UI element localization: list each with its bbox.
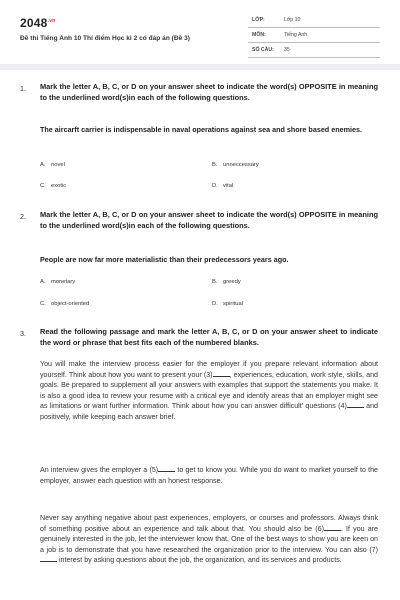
option-letter: D. (212, 301, 218, 307)
option-letter: C. (40, 301, 46, 307)
option-text: vital (223, 183, 234, 189)
option-letter: A. (40, 279, 46, 285)
question-number: 1. (20, 84, 26, 93)
passage-paragraph-2: An interview gives the employer a (5) to get to know you. While you do want to market yourself to the employer, answer each question with an honest response. (40, 466, 378, 485)
question-stem: People are now far more materialistic than their predecessors years ago. (40, 255, 289, 264)
question-instruction: Mark the letter A, B, C, or D on your answer sheet to indicate the word(s) OPPOSITE in meaning to the underlined word(s)in each of the following questions. (40, 82, 378, 102)
option-letter: B. (212, 279, 218, 285)
option-d[interactable] (212, 183, 233, 189)
question-instruction: Mark the letter A, B, C, or D on your answer sheet to indicate the word(s) OPPOSITE in meaning to the underlined word(s)in each of the following questions. (40, 210, 378, 230)
meta-key: LỚP: (252, 17, 265, 23)
meta-row-count (248, 44, 380, 58)
site-logo[interactable]: $2048^{.vn}$ (20, 16, 56, 30)
option-a[interactable] (40, 162, 65, 168)
option-a[interactable] (40, 279, 75, 285)
option-letter: D. (212, 183, 218, 189)
option-text: monetary (51, 279, 76, 285)
option-text: spiritual (223, 301, 243, 307)
option-text: novel (51, 162, 65, 168)
meta-value: Tiếng Anh (284, 32, 308, 38)
option-text: greedy (223, 279, 241, 285)
meta-key: SỐ CÂU: (252, 47, 274, 53)
option-b[interactable] (212, 279, 241, 285)
question-number: 3. (20, 329, 26, 338)
answer-blank-6[interactable] (324, 524, 341, 531)
answer-blank-3[interactable] (213, 370, 230, 377)
option-c[interactable] (40, 301, 89, 307)
passage-paragraph-3: Never say anything negative about past experiences, employers, or courses and professors. Always think of something positive about an experience and talk about that. You should also be (6) . If you are genuinely interested in the job, let the interviewer know that. One of the best ways to show you are keen on a job is to demonstrate that you have researched the organization prior to the interview. You can also (7) interest by asking questions about the job, the organization, and its services and products. (40, 514, 378, 565)
option-text: unneccessary (223, 162, 259, 168)
question-number: 2. (20, 212, 26, 221)
option-b[interactable] (212, 162, 259, 168)
option-letter: A. (40, 162, 46, 168)
exam-title: Đề thi Tiếng Anh 10 Thí điểm Học kì 2 có đáp án (Đề 3) (20, 35, 191, 42)
question-stem: The aircarft carrier is indispensable in naval operations against sea and shore based enemies. (40, 125, 362, 134)
option-letter: B. (212, 162, 218, 168)
meta-value: Lớp 10 (284, 17, 301, 23)
passage-paragraph-1: You will make the interview process easier for the employer if you prepare relevant information about yourself. Think about how you want to present your (3) , experiences, education, work style, skills, and goals. Be prepared to supplement all your answers with examples that support the statements you make. It is also a good idea to review your resume with a critical eye and identify areas that an employer might see as limitations or want further information. Think about how you can answer difficult' questions (4) and positively, while keeping each answer brief. (40, 360, 379, 421)
page-header (0, 0, 400, 64)
header-divider (0, 64, 400, 70)
meta-row-subject (248, 29, 380, 43)
option-c[interactable] (40, 183, 66, 189)
option-text: exotic (51, 183, 67, 189)
answer-blank-7[interactable] (40, 555, 57, 562)
meta-value: 35 (284, 47, 290, 53)
answer-blank-4[interactable] (347, 401, 364, 408)
option-letter: C. (40, 183, 46, 189)
option-d[interactable] (212, 301, 243, 307)
meta-key: MÔN: (252, 32, 266, 38)
meta-row-class (248, 14, 380, 28)
option-text: object-oriented (51, 301, 90, 307)
question-instruction: Read the following passage and mark the letter A, B, C, or D on your answer sheet to indicate the word or phrase that best fits each of the numbered blanks. (40, 327, 378, 347)
answer-blank-5[interactable] (158, 465, 175, 472)
